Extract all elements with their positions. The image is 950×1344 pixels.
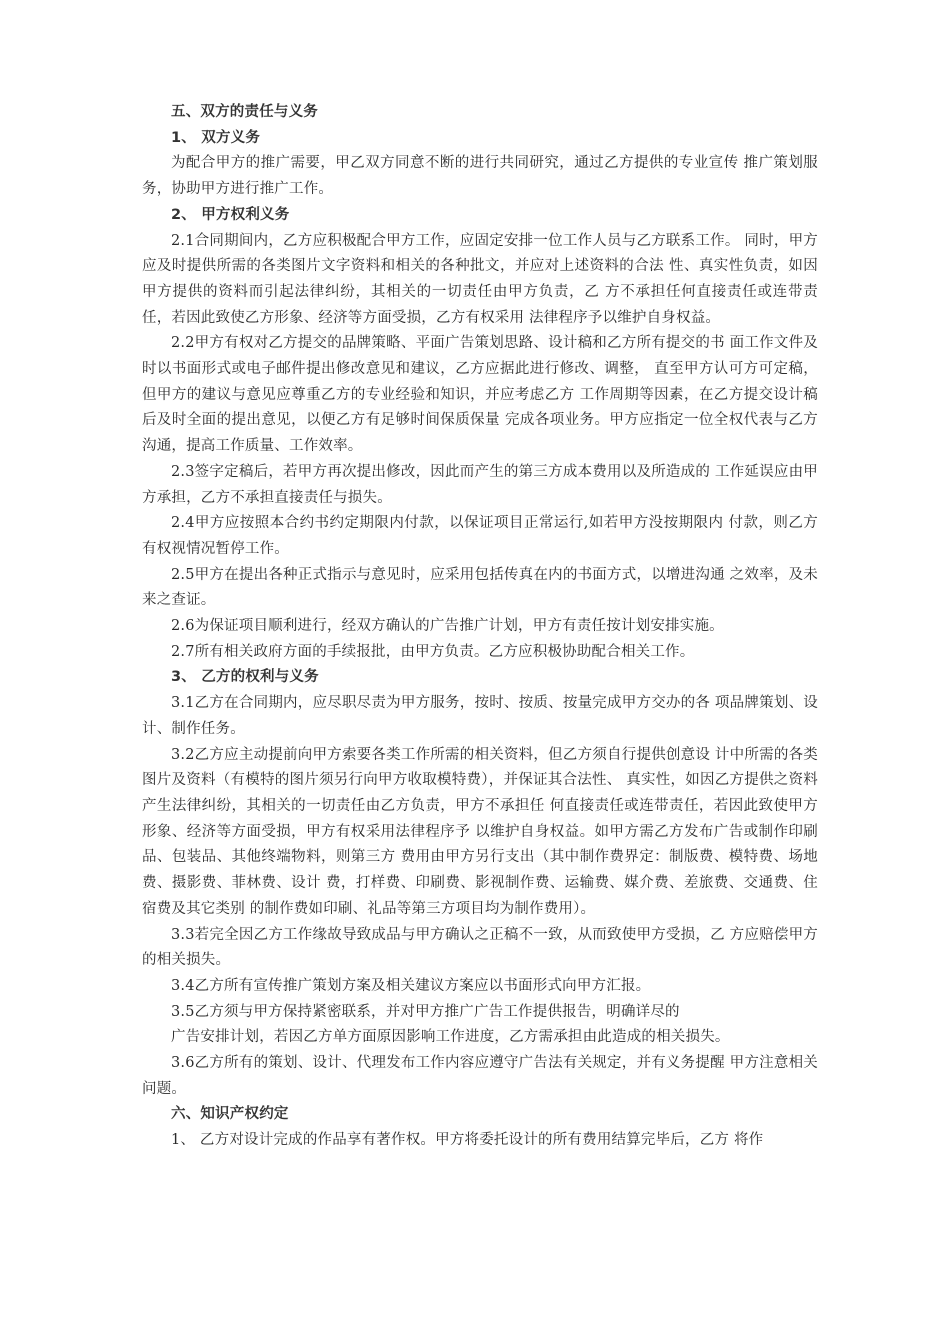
section-5-heading: 五、双方的责任与义务 xyxy=(171,104,318,120)
section-6-heading: 六、知识产权约定 xyxy=(171,1106,289,1123)
clause-3-3: 3.3若完全因乙方工作缘故导致成品与甲方确认之正稿不一致，从而致使甲方受损，乙 方应赔偿甲方的相关损失。 xyxy=(142,926,818,969)
clause-3-2: 3.2乙方应主动提前向甲方索要各类工作所需的相关资料，但乙方须自行提供创意设 计中所需的各类图片及资料（有模特的图片须另行向甲方收取模特费），并保证其合法性、 真实性，如因乙方提供之资料产生法律纠纷，其相关的一切责任由乙方负责，甲方不承担任 何直接责任或连带责任，若因此致使甲方形象、经济等方面受损，甲方有权采用法律程序予 以维护自身权益。如甲方需乙方发布广告或制作印刷品、包装品、其他终端物料，则第三方 费用由甲方另行支出（其中制作费界定：制版费、模特费、场地费、摄影费、菲林费、设计 费，打样费、印刷费、影视制作费、运输费、媒介费、差旅费、交通费、住宿费及其它类别 的制作费如印刷、礼品等第三方项目均为制作费用）。 xyxy=(142,746,818,917)
clause-2-7: 2.7所有相关政府方面的手续报批，由甲方负责。乙方应积极协助配合相关工作。 xyxy=(171,643,695,660)
clause-3-5-continued: 广告安排计划，若因乙方单方面原因影响工作进度，乙方需承担由此造成的相关损失。 xyxy=(171,1029,730,1046)
clause-2-2: 2.2甲方有权对乙方提交的品牌策略、平面广告策划思路、设计稿和乙方所有提交的书 面工作文件及时以书面形式或电子邮件提出修改意见和建议，乙方应据此进行修改、调整， 直至甲方认可方可定稿，但甲方的建议与意见应尊重乙方的专业经验和知识，并应考虑乙方 工作周期等因素，在乙方提交设计稿后及时全面的提出意见，以便乙方有足够时间保质保量 完成各项业务。甲方应指定一位全权代表与乙方沟通，提高工作质量、工作效率。 xyxy=(142,335,818,455)
clause-6-1: 1、 乙方对设计完成的作品享有著作权。甲方将委托设计的所有费用结算完毕后，乙方 将作 xyxy=(171,1132,764,1149)
paragraph-mutual-obligations: 为配合甲方的推广需要，甲乙双方同意不断的进行共同研究，通过乙方提供的专业宣传 推广策划服务，协助甲方进行推广工作。 xyxy=(142,155,818,198)
clause-2-3: 2.3签字定稿后，若甲方再次提出修改，因此而产生的第三方成本费用以及所造成的 工作延误应由甲方承担，乙方不承担直接责任与损失。 xyxy=(142,463,818,506)
subsection-2-heading: 2、 甲方权利义务 xyxy=(171,206,290,223)
clause-2-4: 2.4甲方应按照本合约书约定期限内付款，以保证项目正常运行,如若甲方没按期限内 付款，则乙方有权视情况暂停工作。 xyxy=(142,515,818,557)
subsection-3-heading: 3、 乙方的权利与义务 xyxy=(171,669,319,686)
clause-3-5: 3.5乙方须与甲方保持紧密联系，并对甲方推广广告工作提供报告，明确详尽的 xyxy=(171,1003,680,1020)
subsection-1-heading: 1、 双方义务 xyxy=(171,129,261,146)
clause-3-4: 3.4乙方所有宣传推广策划方案及相关建议方案应以书面形式向甲方汇报。 xyxy=(171,977,651,994)
clause-3-6: 3.6乙方所有的策划、设计、代理发布工作内容应遵守广告法有关规定，并有义务提醒 甲方注意相关问题。 xyxy=(142,1055,818,1097)
document-page xyxy=(142,100,818,1154)
clause-2-6: 2.6为保证项目顺利进行，经双方确认的广告推广计划，甲方有责任按计划安排实施。 xyxy=(171,618,724,635)
clause-2-1: 2.1合同期间内，乙方应积极配合甲方工作，应固定安排一位工作人员与乙方联系工作。 同时，甲方应及时提供所需的各类图片文字资料和相关的各种批文，并应对上述资料的合法 性、真实性负责，如因甲方提供的资料而引起法律纠纷，其相关的一切责任由甲方负责，乙 方不承担任何直接责任或连带责任，若因此致使乙方形象、经济等方面受损，乙方有权采用 法律程序予以维护自身权益。 xyxy=(142,232,818,326)
clause-3-1: 3.1乙方在合同期内，应尽职尽责为甲方服务，按时、按质、按量完成甲方交办的各 项品牌策划、设计、制作任务。 xyxy=(142,695,818,737)
clause-2-5: 2.5甲方在提出各种正式指示与意见时，应采用包括传真在内的书面方式，以增进沟通 之效率，及未来之查证。 xyxy=(142,566,818,609)
